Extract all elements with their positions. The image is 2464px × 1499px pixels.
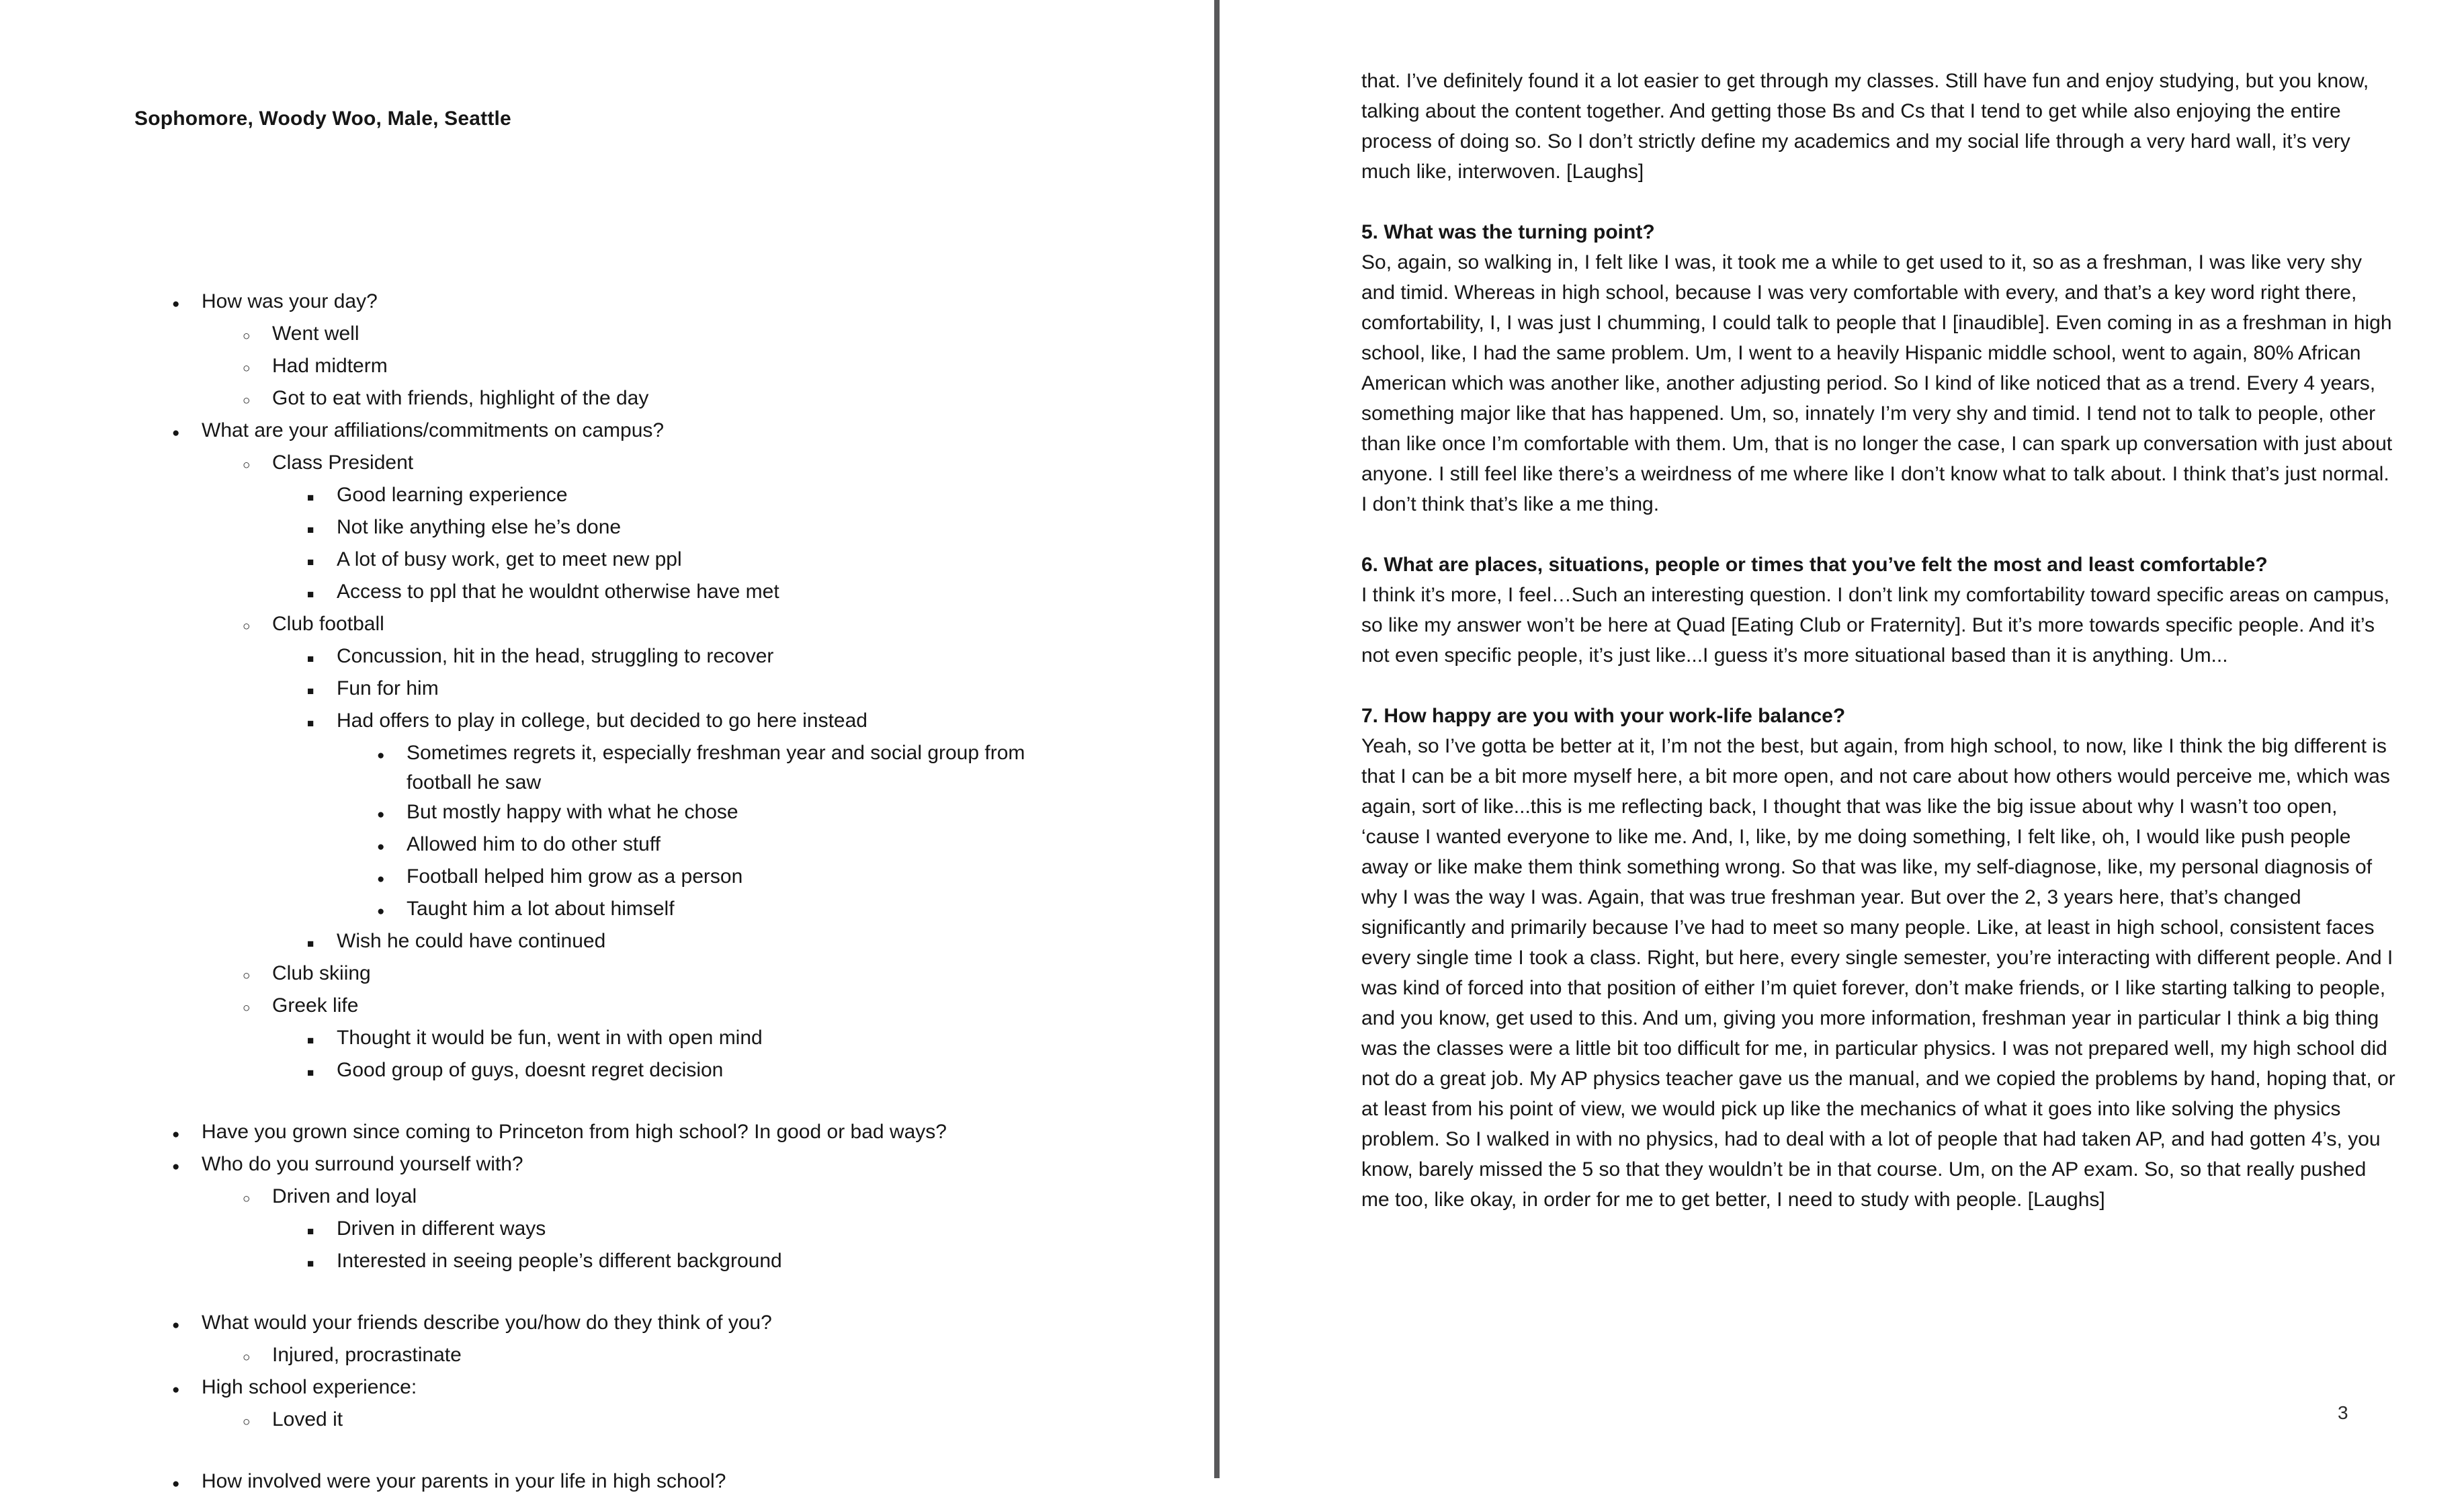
outline-item xyxy=(0,738,1068,798)
outline-item-text: Wish he could have continued xyxy=(337,930,606,952)
outline-item-text: Got to eat with friends, highlight of the day xyxy=(272,387,649,409)
outline-item-text: Sometimes regrets it, especially freshman year and social group from football he saw xyxy=(407,742,1025,794)
bullet-circle-icon: ○ xyxy=(243,1351,251,1365)
bullet-square-icon: ■ xyxy=(307,1225,314,1238)
notes-outline xyxy=(0,287,1068,1499)
outline-item-text: How involved were your parents in your life in high school? xyxy=(202,1470,726,1492)
outline-item xyxy=(0,894,1068,927)
outline-item xyxy=(0,448,1068,480)
question-heading: 7. How happy are you with your work-life balance? xyxy=(1361,705,1846,727)
outline-item-text: Club football xyxy=(272,613,384,635)
bullet-square-icon: ■ xyxy=(307,685,314,697)
bullet-disc-icon: ● xyxy=(377,904,385,918)
doc-title: Sophomore, Woody Woo, Male, Seattle xyxy=(134,108,511,130)
outline-item xyxy=(0,1023,1068,1056)
outline-item-text: Had offers to play in college, but decided to go here instead xyxy=(337,710,867,732)
outline-item-text: Club skiing xyxy=(272,962,371,984)
outline-item-text: Driven and loyal xyxy=(272,1185,417,1207)
outline-item xyxy=(0,798,1068,830)
outline-item xyxy=(0,830,1068,862)
answer-text: that. I’ve definitely found it a lot easier to get through my classes. Still have fun and enjoy studying, but you know, talking about the content together. And getting those Bs and Cs that I tend to get while also enjoying the entire process of doing so. So I don’t strictly define my academics and my social life through a very hard wall, it’s very much like, interwoven. [Laughs] xyxy=(1361,70,2369,183)
outline-item-text: Football helped him grow as a person xyxy=(407,865,743,888)
outline-item-text: Have you grown since coming to Princeton from high school? In good or bad ways? xyxy=(202,1121,947,1143)
bullet-square-icon: ■ xyxy=(307,717,314,730)
outline-item xyxy=(0,319,1068,351)
outline-item-text: Interested in seeing people’s different background xyxy=(337,1250,782,1272)
outline-item xyxy=(0,959,1068,991)
outline-item-text: But mostly happy with what he chose xyxy=(407,801,738,823)
outline-item xyxy=(0,1340,1068,1373)
outline-item-text: Went well xyxy=(272,323,359,345)
outline-item xyxy=(0,609,1068,642)
bullet-square-icon: ■ xyxy=(307,937,314,950)
transcript-section xyxy=(1361,217,2399,519)
outline-item xyxy=(0,1150,1068,1182)
outline-item xyxy=(0,1117,1068,1150)
bullet-square-icon: ■ xyxy=(307,491,314,504)
outline-item-text: High school experience: xyxy=(202,1376,417,1398)
outline-item xyxy=(0,1214,1068,1246)
answer-text: I think it’s more, I feel…Such an interesting question. I don’t link my comfortability toward specific areas on campus, so like my answer won’t be here at Quad [Eating Club or Fraternity]. But it’s more towards specific people. And it’s not even specific people, it’s just like...I guess it’s more situational based than it is anything. Um... xyxy=(1361,584,2390,667)
transcript-section xyxy=(1361,550,2399,671)
bullet-disc-icon: ● xyxy=(172,1160,180,1174)
bullet-disc-icon: ● xyxy=(172,1477,180,1491)
bullet-disc-icon: ● xyxy=(172,1383,180,1397)
question-heading: 5. What was the turning point? xyxy=(1361,221,1655,243)
outline-item xyxy=(0,1405,1068,1437)
outline-item-text: Allowed him to do other stuff xyxy=(407,833,661,855)
bullet-circle-icon: ○ xyxy=(243,458,251,472)
transcript-section xyxy=(1361,701,2399,1215)
outline-item xyxy=(0,577,1068,609)
transcript-section xyxy=(1361,66,2399,187)
bullet-disc-icon: ● xyxy=(377,872,385,886)
outline-item-text: What would your friends describe you/how do they think of you? xyxy=(202,1312,772,1334)
outline-item xyxy=(0,1182,1068,1214)
answer-text: So, again, so walking in, I felt like I was, it took me a while to get used to it, so as a freshman, I was like very shy and timid. Whereas in high school, because I was very comfortable with every, and that’s a key word right there, comfortability, I, I was just I chumming, I could talk to people that I [inaudible]. Even coming in as a freshman in high school, like, I had the same problem. Um, I went to a heavily Hispanic middle school, went to again, 80% African American which was another like, another adjusting period. So I kind of like noticed that as a trend. Every 4 years, something major like that has happened. Um, so, innately I’m very shy and timid. I tend not to talk to people, other than like once I’m comfortable with them. Um, that is no longer the case, I can spark up conversation with just about anyone. I still feel like there’s a weirdness of me where like I don’t know what to talk about. I think that’s just normal. I don’t think that’s like a me thing. xyxy=(1361,251,2393,515)
bullet-circle-icon: ○ xyxy=(243,394,251,408)
outline-item xyxy=(0,351,1068,384)
bullet-disc-icon: ● xyxy=(172,426,180,440)
outline-item-text: Good learning experience xyxy=(337,484,568,506)
outline-item xyxy=(0,862,1068,894)
bullet-disc-icon: ● xyxy=(377,840,385,854)
outline-item xyxy=(0,1308,1068,1340)
outline-item-text: Had midterm xyxy=(272,355,388,377)
bullet-square-icon: ■ xyxy=(307,523,314,536)
bullet-square-icon: ■ xyxy=(307,588,314,601)
outline-item xyxy=(0,927,1068,959)
outline-item xyxy=(0,1056,1068,1088)
page-number: 3 xyxy=(2338,1402,2348,1423)
outline-item-text: What are your affiliations/commitments on campus? xyxy=(202,419,665,441)
outline-item-text: Injured, procrastinate xyxy=(272,1344,462,1366)
outline-item-text: Who do you surround yourself with? xyxy=(202,1153,523,1175)
outline-item xyxy=(0,287,1068,319)
outline-item xyxy=(0,674,1068,706)
question-heading: 6. What are places, situations, people or times that you’ve felt the most and least comfortable? xyxy=(1361,554,2268,576)
bullet-square-icon: ■ xyxy=(307,652,314,665)
outline-item-text: Thought it would be fun, went in with open mind xyxy=(337,1027,763,1049)
outline-item-text: Not like anything else he’s done xyxy=(337,516,622,538)
bullet-circle-icon: ○ xyxy=(243,1415,251,1429)
transcript-text xyxy=(1361,66,2399,1215)
outline-item-text: Loved it xyxy=(272,1408,343,1430)
outline-item xyxy=(0,991,1068,1023)
bullet-disc-icon: ● xyxy=(172,1127,180,1142)
outline-item xyxy=(0,1246,1068,1279)
page-divider xyxy=(1214,0,1220,1478)
outline-item xyxy=(0,384,1068,416)
bullet-disc-icon: ● xyxy=(172,297,180,311)
outline-item xyxy=(0,545,1068,577)
bullet-square-icon: ■ xyxy=(307,556,314,568)
answer-text: Yeah, so I’ve gotta be better at it, I’m not the best, but again, from high school, to now, like I think the big different is that I can be a bit more myself here, a bit more open, and not care about how others would perceive me, which was again, sort of like...this is me reflecting back, I thought that was like the big issue about why I wasn’t too open, ‘cause I wanted everyone to like me. And, I, like, by me doing something, I felt like, oh, I would like push people away or like make them think something wrong. So that was like, my self-diagnose, like, my personal diagnosis of why I was the way I was. Again, that was true freshman year. But over the 2, 3 years here, that’s changed significantly and primarily because I’ve had to meet so many people. Like, at least in high school, consistent faces every single time I took a class. Right, but here, every single semester, you’re interacting with different people. And I was kind of forced into that position of either I’m quiet forever, don’t make friends, or I like starting talking to people, and you know, get used to this. And um, giving you more information, freshman year in particular I think a big thing was the classes were a little bit too difficult for me, in particular physics. I was not prepared well, my high school did not do a great job. My AP physics teacher gave us the manual, and we copied the problems by hand, hoping that, or at least from his point of view, we would pick up like the mechanics of what it goes into like solving the physics problem. So I walked in with no physics, had to deal with a lot of people that had taken AP, and had gotten 4’s, you know, barely missed the 5 so that they wouldn’t be in that course. Um, on the AP exam. So, so that really pushed me too, like okay, in order for me to get better, I need to study with people. [Laughs] xyxy=(1361,735,2395,1211)
outline-item xyxy=(0,416,1068,448)
bullet-circle-icon: ○ xyxy=(243,619,251,634)
outline-item-text: Concussion, hit in the head, struggling to recover xyxy=(337,645,774,667)
outline-item xyxy=(0,1373,1068,1405)
outline-item-text: Driven in different ways xyxy=(337,1217,546,1240)
bullet-square-icon: ■ xyxy=(307,1034,314,1047)
outline-item-text: Access to ppl that he wouldnt otherwise have met xyxy=(337,581,779,603)
outline-item xyxy=(0,642,1068,674)
bullet-circle-icon: ○ xyxy=(243,361,251,376)
outline-item xyxy=(0,706,1068,738)
bullet-circle-icon: ○ xyxy=(243,1192,251,1206)
bullet-square-icon: ■ xyxy=(307,1257,314,1270)
bullet-circle-icon: ○ xyxy=(243,969,251,983)
outline-item-text: Greek life xyxy=(272,994,359,1017)
outline-item-text: A lot of busy work, get to meet new ppl xyxy=(337,548,682,570)
outline-item-text: How was your day? xyxy=(202,290,378,312)
notes-page xyxy=(0,0,1214,1492)
outline-item xyxy=(0,513,1068,545)
bullet-disc-icon: ● xyxy=(377,808,385,822)
outline-item xyxy=(0,1467,1068,1499)
bullet-square-icon: ■ xyxy=(307,1066,314,1079)
outline-item xyxy=(0,480,1068,513)
outline-item-text: Fun for him xyxy=(337,677,439,699)
bullet-disc-icon: ● xyxy=(172,1318,180,1332)
outline-item-text: Good group of guys, doesnt regret decision xyxy=(337,1059,724,1081)
bullet-disc-icon: ● xyxy=(377,748,385,763)
outline-item-text: Class President xyxy=(272,452,414,474)
bullet-circle-icon: ○ xyxy=(243,1001,251,1015)
outline-item-text: Taught him a lot about himself xyxy=(407,898,675,920)
transcript-page xyxy=(1220,0,2464,1478)
bullet-circle-icon: ○ xyxy=(243,329,251,343)
